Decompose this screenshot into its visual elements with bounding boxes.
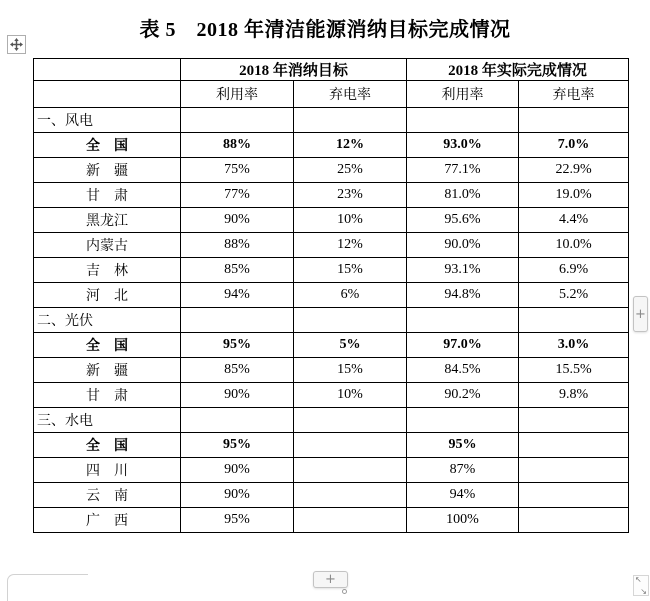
row-label[interactable]: 全 国: [34, 133, 181, 158]
cell[interactable]: 12%: [294, 133, 407, 158]
cell[interactable]: 100%: [407, 508, 519, 533]
table-row: [34, 183, 629, 208]
cell[interactable]: 95%: [181, 333, 294, 358]
row-label[interactable]: 全 国: [34, 433, 181, 458]
table-header-row: [34, 59, 629, 81]
cell[interactable]: [294, 508, 407, 533]
cell[interactable]: 3.0%: [519, 333, 629, 358]
cell[interactable]: 93.1%: [407, 258, 519, 283]
row-label[interactable]: 云 南: [34, 483, 181, 508]
cell[interactable]: 12%: [294, 233, 407, 258]
cell[interactable]: 94%: [407, 483, 519, 508]
table-row: [34, 133, 629, 158]
move-icon: [10, 38, 23, 51]
cell[interactable]: 22.9%: [519, 158, 629, 183]
cell[interactable]: 90%: [181, 483, 294, 508]
table-row: [34, 408, 629, 433]
cell[interactable]: [519, 108, 629, 133]
row-label[interactable]: 黑龙江: [34, 208, 181, 233]
cell[interactable]: [407, 308, 519, 333]
cell[interactable]: [519, 408, 629, 433]
cell[interactable]: [519, 458, 629, 483]
cell[interactable]: 90%: [181, 208, 294, 233]
corner-cell[interactable]: [34, 81, 181, 108]
cell[interactable]: 93.0%: [407, 133, 519, 158]
document-title[interactable]: 表 5 2018 年清洁能源消纳目标完成情况: [139, 19, 511, 41]
cell[interactable]: [294, 458, 407, 483]
add-row-button[interactable]: [313, 571, 348, 588]
cell[interactable]: 88%: [181, 233, 294, 258]
cell[interactable]: [181, 108, 294, 133]
cell[interactable]: 94%: [181, 283, 294, 308]
table-resize-handle[interactable]: [633, 575, 649, 596]
cell[interactable]: 95%: [407, 433, 519, 458]
cell[interactable]: [294, 108, 407, 133]
cell[interactable]: 15.5%: [519, 358, 629, 383]
cell[interactable]: 10%: [294, 383, 407, 408]
table-row: [34, 308, 629, 333]
table-row: [34, 258, 629, 283]
cell[interactable]: 94.8%: [407, 283, 519, 308]
cell[interactable]: [294, 308, 407, 333]
cell[interactable]: 4.4%: [519, 208, 629, 233]
cell[interactable]: 25%: [294, 158, 407, 183]
table-row: [34, 508, 629, 533]
cell[interactable]: 5%: [294, 333, 407, 358]
cell[interactable]: 84.5%: [407, 358, 519, 383]
table-subheader-row: [34, 81, 629, 108]
sub-header[interactable]: 弃电率: [519, 81, 629, 108]
row-label[interactable]: 广 西: [34, 508, 181, 533]
col-group-header[interactable]: 2018 年实际完成情况: [407, 59, 629, 81]
cell[interactable]: 77%: [181, 183, 294, 208]
cell[interactable]: [181, 308, 294, 333]
cell[interactable]: 95.6%: [407, 208, 519, 233]
cell[interactable]: 95%: [181, 508, 294, 533]
row-label[interactable]: 四 川: [34, 458, 181, 483]
cell[interactable]: 75%: [181, 158, 294, 183]
cell[interactable]: 6%: [294, 283, 407, 308]
cell[interactable]: [519, 433, 629, 458]
table-row: [34, 383, 629, 408]
sub-header[interactable]: 弃电率: [294, 81, 407, 108]
table-row: [34, 158, 629, 183]
cell[interactable]: 9.8%: [519, 383, 629, 408]
cell[interactable]: 87%: [407, 458, 519, 483]
table-row: [34, 433, 629, 458]
table-row: [34, 358, 629, 383]
cell[interactable]: 97.0%: [407, 333, 519, 358]
cell[interactable]: [294, 408, 407, 433]
cell[interactable]: 85%: [181, 358, 294, 383]
table-row: [34, 483, 629, 508]
table-row: [34, 108, 629, 133]
cell[interactable]: 90%: [181, 383, 294, 408]
cell[interactable]: 23%: [294, 183, 407, 208]
resize-se-icon: ↘: [640, 587, 647, 596]
cell[interactable]: 85%: [181, 258, 294, 283]
corner-cell[interactable]: [34, 59, 181, 81]
cell[interactable]: [294, 483, 407, 508]
add-column-button[interactable]: [633, 296, 648, 332]
plus-icon: +: [635, 306, 646, 322]
cell[interactable]: 88%: [181, 133, 294, 158]
page-corner-line: [7, 574, 88, 601]
cell[interactable]: 10.0%: [519, 233, 629, 258]
row-label[interactable]: 二、光伏: [34, 308, 181, 333]
cell[interactable]: [519, 308, 629, 333]
cell[interactable]: [407, 408, 519, 433]
cell[interactable]: [181, 408, 294, 433]
row-label[interactable]: 甘 肃: [34, 183, 181, 208]
row-label[interactable]: 新 疆: [34, 158, 181, 183]
row-label[interactable]: 内蒙古: [34, 233, 181, 258]
table-row: [34, 233, 629, 258]
cell[interactable]: [294, 433, 407, 458]
anchor-dot-icon: [342, 589, 347, 594]
row-label[interactable]: 三、水电: [34, 408, 181, 433]
cell[interactable]: [519, 508, 629, 533]
data-table: [33, 58, 629, 533]
cell[interactable]: 90%: [181, 458, 294, 483]
row-label[interactable]: 一、风电: [34, 108, 181, 133]
cell[interactable]: 77.1%: [407, 158, 519, 183]
cell[interactable]: 81.0%: [407, 183, 519, 208]
sub-header[interactable]: 利用率: [407, 81, 519, 108]
table-row: [34, 333, 629, 358]
table-row: [34, 458, 629, 483]
plus-icon: +: [325, 572, 336, 587]
cell[interactable]: 15%: [294, 258, 407, 283]
cell[interactable]: [519, 483, 629, 508]
cell[interactable]: 90.2%: [407, 383, 519, 408]
col-group-header[interactable]: 2018 年消纳目标: [181, 59, 407, 81]
table-row: [34, 283, 629, 308]
table-move-handle[interactable]: [7, 35, 26, 54]
cell[interactable]: 90.0%: [407, 233, 519, 258]
row-label[interactable]: 新 疆: [34, 358, 181, 383]
row-label[interactable]: 河 北: [34, 283, 181, 308]
cell[interactable]: 5.2%: [519, 283, 629, 308]
cell[interactable]: [407, 108, 519, 133]
sub-header[interactable]: 利用率: [181, 81, 294, 108]
cell[interactable]: 15%: [294, 358, 407, 383]
cell[interactable]: 7.0%: [519, 133, 629, 158]
row-label[interactable]: 甘 肃: [34, 383, 181, 408]
resize-nw-icon: ↖: [635, 575, 642, 584]
cell[interactable]: 6.9%: [519, 258, 629, 283]
cell[interactable]: 19.0%: [519, 183, 629, 208]
table-row: [34, 208, 629, 233]
cell[interactable]: 10%: [294, 208, 407, 233]
row-label[interactable]: 吉 林: [34, 258, 181, 283]
cell[interactable]: 95%: [181, 433, 294, 458]
row-label[interactable]: 全 国: [34, 333, 181, 358]
